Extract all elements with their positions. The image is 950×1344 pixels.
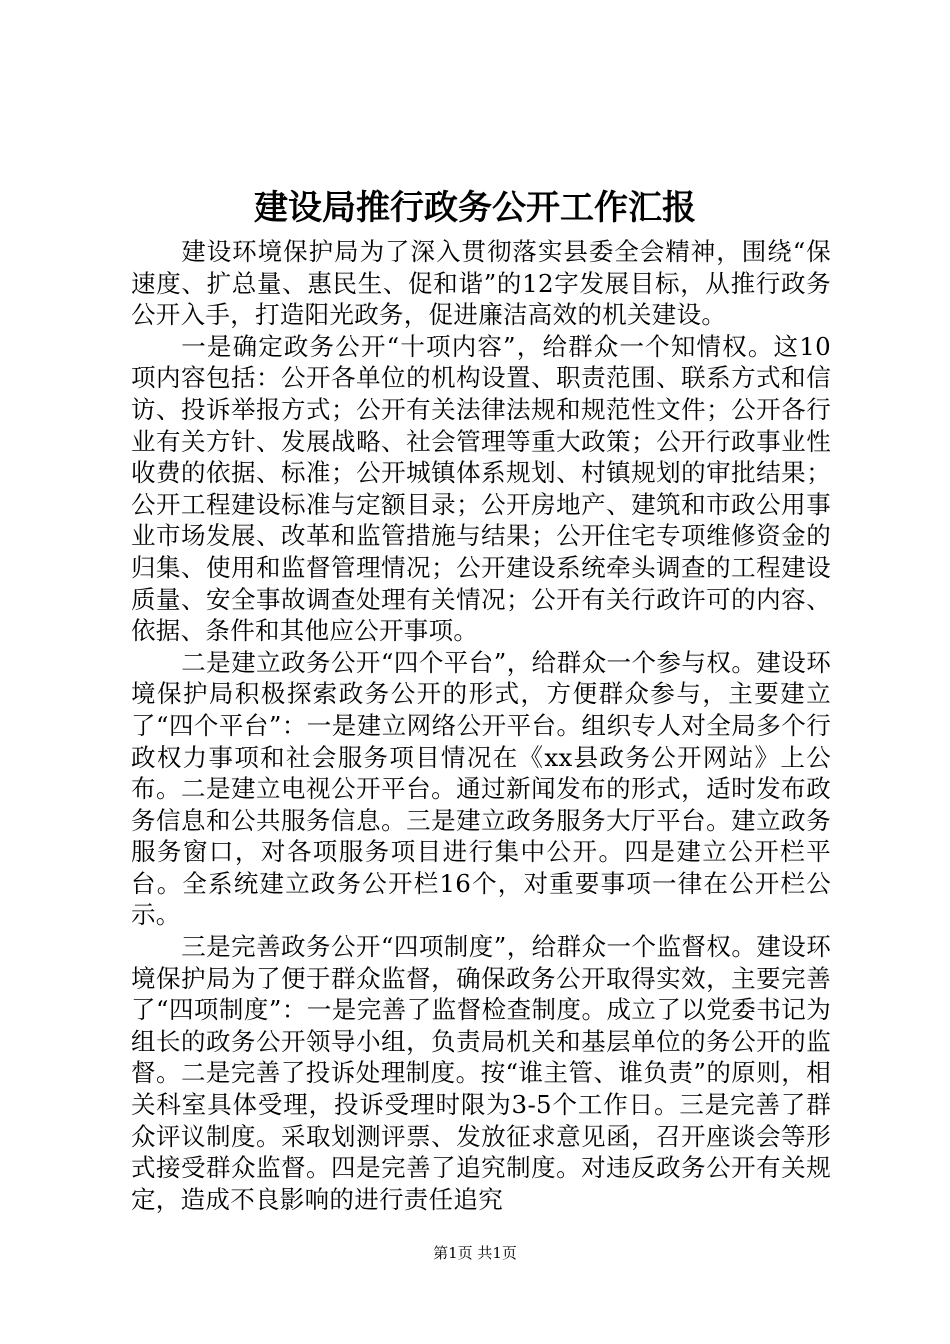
paragraph-four-platforms: 二是建立政务公开“四个平台”，给群众一个参与权。建设环境保护局积极探索政务公开的形式，方便群众参与，主要建立了“四个平台”：一是建立网络公开平台。组织专人对全局多个行政权力事项和社会服务项目情况在《xx县政务公开网站》上公布。二是建立电视公开平台。通过新闻发布的形式，适时发布政务信息和公共服务信息。三是建立政务服务大厅平台。建立政务服务窗口，对各项服务项目进行集中公开。四是建立公开栏平台。全系统建立政务公开栏16个，对重要事项一律在公开栏公示。 [131,647,831,930]
document-body [131,236,831,1215]
paragraph-ten-items: 一是确定政务公开“十项内容”，给群众一个知情权。这10项内容包括：公开各单位的机构设置、职责范围、联系方式和信访、投诉举报方式；公开有关法律法规和规范性文件；公开各行业有关方针、发展战略、社会管理等重大政策；公开行政事业性收费的依据、标准；公开城镇体系规划、村镇规划的审批结果；公开工程建设标准与定额目录；公开房地产、建筑和市政公用事业市场发展、改革和监管措施与结果；公开住宅专项维修资金的归集、使用和监督管理情况；公开建设系统牵头调查的工程建设质量、安全事故调查处理有关情况；公开有关行政许可的内容、依据、条件和其他应公开事项。 [131,331,831,646]
paragraph-intro: 建设环境保护局为了深入贯彻落实县委全会精神，围绕“保速度、扩总量、惠民生、促和谐”的12字发展目标，从推行政务公开入手，打造阳光政务，促进廉洁高效的机关建设。 [131,237,831,330]
paragraph-four-systems: 三是完善政务公开“四项制度”，给群众一个监督权。建设环境保护局为了便于群众监督，确保政务公开取得实效，主要完善了“四项制度”：一是完善了监督检查制度。成立了以党委书记为组长的政务公开领导小组，负责局机关和基层单位的务公开的监督。二是完善了投诉处理制度。按“谁主管、谁负责”的原则，相关科室具体受理，投诉受理时限为3-5个工作日。三是完善了群众评议制度。采取划测评票、发放征求意见函，召开座谈会等形式接受群众监督。四是完善了追究制度。对违反政务公开有关规定，造成不良影响的进行责任追究 [131,932,831,1214]
document-title: 建设局推行政务公开工作汇报 [254,188,696,228]
page-footer: 第1页 共1页 [433,1244,517,1262]
